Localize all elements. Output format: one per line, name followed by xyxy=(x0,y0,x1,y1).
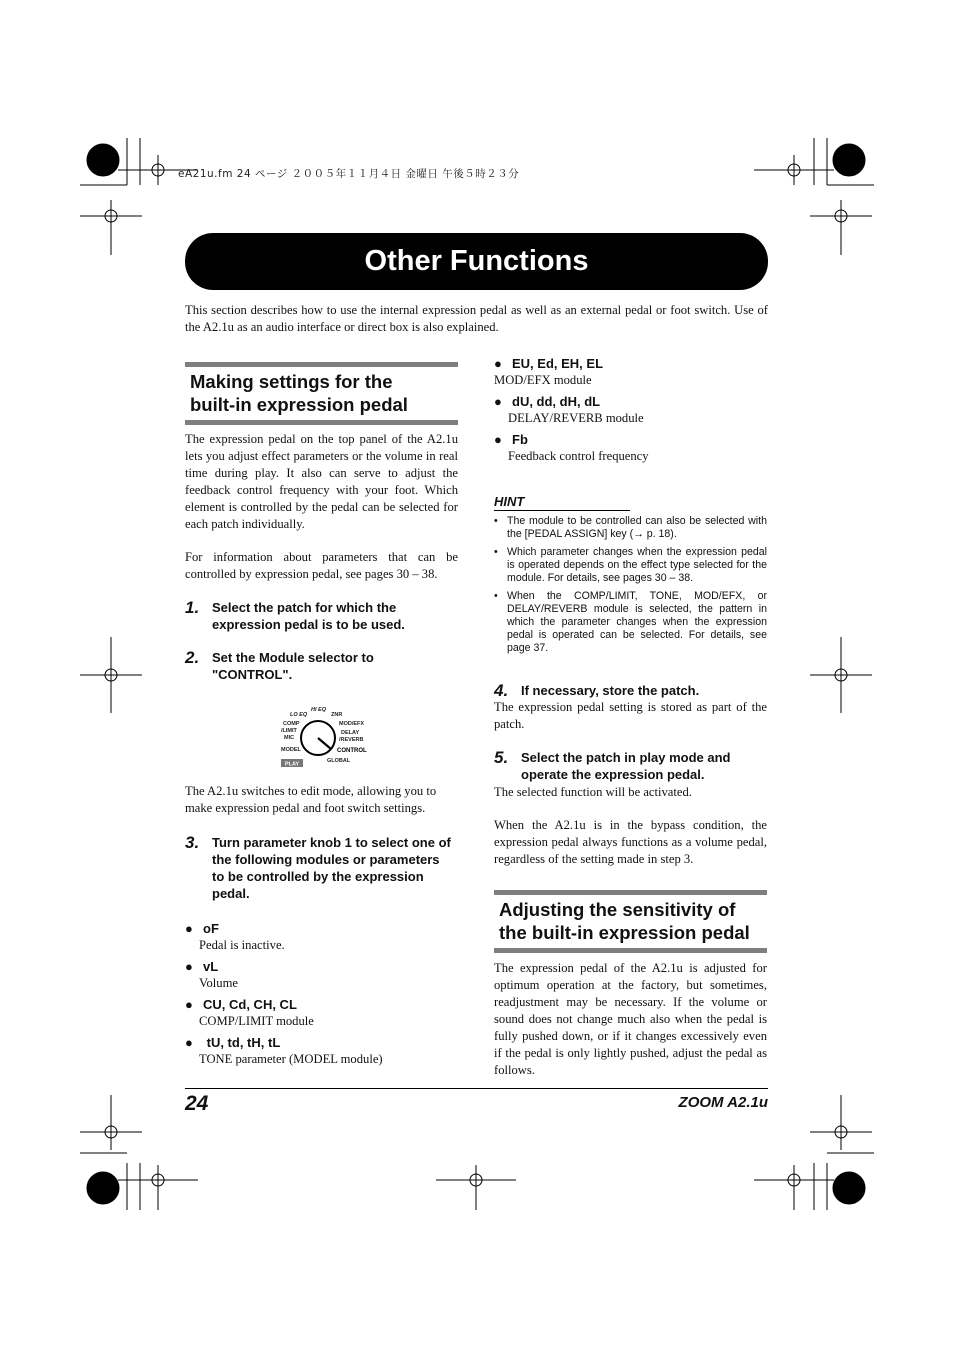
step-1 xyxy=(185,599,445,633)
section-heading-making-settings xyxy=(185,362,458,425)
step-3 xyxy=(185,834,455,902)
hint-item: • Which parameter changes when the expression pedal is operated depends on the effect type selected for the module. For details, see pages 30 – 38. xyxy=(494,546,767,585)
selector-label-hi-eq: HI EQ xyxy=(311,707,326,713)
radial-target-top-left-icon xyxy=(87,144,119,176)
bullet-icon: ● xyxy=(185,921,193,936)
section2-paragraph: The expression pedal of the A2.1u is adjusted for optimum operation at the factory, but sometimes, readjustment may be necessary. If the volume or sound does not change much also when the pedal is fully pushed down, or if it changes excessively even if the pedal is only lightly pushed, adjust the pedal as follows. xyxy=(494,961,767,1077)
crosshair-icon xyxy=(810,637,872,713)
list-item xyxy=(185,1034,458,1068)
selector-label-lo-eq: LO EQ xyxy=(290,712,308,718)
option-code: vL xyxy=(203,959,219,974)
heading-line: Making settings for the xyxy=(190,371,393,392)
list-item xyxy=(185,996,458,1030)
crosshair-icon xyxy=(80,1095,142,1150)
module-selector-diagram xyxy=(278,703,368,771)
crosshair-icon xyxy=(810,200,872,255)
bullet-icon: ● xyxy=(494,394,502,409)
option-code: Fb xyxy=(512,432,528,447)
step-text: Set the Module selector to "CONTROL". xyxy=(212,650,374,682)
hint-item: • When the COMP/LIMIT, TONE, MOD/EFX, or DELAY/REVERB module is selected, the pattern in which the parameter changes when the expression pedal is operated can be selected. For details, see page 37. xyxy=(494,590,767,655)
option-code: oF xyxy=(203,921,219,936)
selector-label-delay: DELAY xyxy=(341,730,360,736)
heading-line: built-in expression pedal xyxy=(190,394,408,415)
crosshair-icon xyxy=(118,1165,198,1210)
print-header: eA21u.fm 24 ページ ２００５年１１月４日 金曜日 午後５時２３分 xyxy=(178,168,520,180)
heading-line: the built-in expression pedal xyxy=(499,922,750,943)
list-item xyxy=(494,431,767,465)
selector-label-comp: COMP xyxy=(283,721,300,727)
list-item xyxy=(494,393,767,427)
bullet-icon: ● xyxy=(185,997,193,1012)
bullet-icon: ● xyxy=(494,356,502,371)
option-description: Pedal is inactive. xyxy=(199,938,285,952)
radial-target-top-right-icon xyxy=(833,144,865,176)
bullet-icon: ● xyxy=(494,432,502,447)
hint-box xyxy=(494,494,767,660)
crosshair-icon xyxy=(80,637,142,713)
crosshair-icon xyxy=(436,1165,516,1210)
selector-label-znr: ZNR xyxy=(331,712,343,718)
crosshair-icon xyxy=(754,155,834,185)
option-code: dU, dd, dH, dL xyxy=(512,394,601,409)
selector-label-mic: MIC xyxy=(284,735,295,741)
step-5-description: The selected function will be activated. xyxy=(494,785,692,799)
left-option-list xyxy=(185,920,458,1068)
option-description: Volume xyxy=(199,976,238,990)
selector-label-reverb: /REVERB xyxy=(339,737,364,743)
option-description: COMP/LIMIT module xyxy=(199,1014,314,1028)
crosshair-icon xyxy=(754,1165,834,1210)
section1-paragraph-1: The expression pedal on the top panel of the A2.1u lets you adjust effect parameters or the volume in real time during play. It also can serve to adjust the feedback control frequency with your foot. Which element is controlled by the pedal can be selected for each patch individually. xyxy=(185,432,458,531)
section1-paragraph-3: The A2.1u switches to edit mode, allowing you to make expression pedal and foot switch settings. xyxy=(185,784,437,815)
list-item xyxy=(185,958,458,992)
step-number: 3. xyxy=(185,833,200,852)
heading-line: Adjusting the sensitivity of xyxy=(499,899,736,920)
crosshair-icon xyxy=(810,1095,872,1150)
step-5 xyxy=(494,749,754,783)
left-column xyxy=(185,362,458,425)
option-code: EU, Ed, EH, EL xyxy=(512,356,604,371)
step-number: 4. xyxy=(494,681,509,700)
step-text: Select the patch for which the expression pedal is to be used. xyxy=(212,600,405,632)
option-description: TONE parameter (MODEL module) xyxy=(199,1052,383,1066)
step-4-description: The expression pedal setting is stored as part of the patch. xyxy=(494,700,767,731)
step-number: 5. xyxy=(494,748,509,767)
intro-paragraph: This section describes how to use the internal expression pedal as well as an external pedal or foot switch. Use of the A2.1u as an audio interface or direct box is also explained. xyxy=(185,303,768,334)
selector-label-global: GLOBAL xyxy=(327,758,351,764)
selector-label-play: PLAY xyxy=(285,761,300,768)
step-number: 2. xyxy=(185,648,200,667)
option-code: CU, Cd, CH, CL xyxy=(203,997,297,1012)
right-option-list xyxy=(494,355,767,465)
selector-label-model: MODEL xyxy=(281,747,301,753)
selector-label-mod-efx: MOD/EFX xyxy=(339,721,365,727)
bypass-paragraph: When the A2.1u is in the bypass condition, the expression pedal always functions as a volume pedal, regardless of the setting made in step 3. xyxy=(494,818,767,866)
radial-target-bottom-left-icon xyxy=(87,1172,119,1204)
hint-item: • The module to be controlled can also be selected with the [PEDAL ASSIGN] key (→ p. 18). xyxy=(494,515,767,541)
section-heading-adjusting xyxy=(494,890,767,953)
list-item xyxy=(185,920,458,954)
step-number: 1. xyxy=(185,598,200,617)
list-item xyxy=(494,355,767,389)
option-code: tU, td, tH, tL xyxy=(203,1035,281,1050)
selector-label-control: CONTROL xyxy=(337,748,367,754)
option-description: DELAY/REVERB module xyxy=(508,411,644,425)
footer-rule xyxy=(185,1088,768,1089)
crosshair-icon xyxy=(80,200,142,255)
selector-label-limit: /LIMIT xyxy=(281,728,297,734)
brand-label: ZOOM A2.1u xyxy=(678,1094,768,1111)
step-text: Turn parameter knob 1 to select one of the following modules or parameters to be controlled by the expression pedal. xyxy=(212,835,451,901)
bullet-icon: ● xyxy=(185,959,193,974)
section1-paragraph-2: For information about parameters that can be controlled by expression pedal, see pages 30 – 38. xyxy=(185,550,458,581)
hint-list xyxy=(494,515,767,655)
option-description: Feedback control frequency xyxy=(508,449,649,463)
option-description: MOD/EFX module xyxy=(494,373,592,387)
section-heading-box xyxy=(494,890,767,953)
page-number: 24 xyxy=(185,1092,209,1115)
step-text: If necessary, store the patch. xyxy=(521,683,700,698)
step-text: Select the patch in play mode and operate the expression pedal. xyxy=(521,750,731,782)
step-4 xyxy=(494,682,767,699)
hint-title: HINT xyxy=(494,494,630,511)
bullet-icon: ● xyxy=(185,1035,193,1050)
step-2 xyxy=(185,649,425,683)
radial-target-bottom-right-icon xyxy=(833,1172,865,1204)
page-title: Other Functions xyxy=(185,233,768,290)
